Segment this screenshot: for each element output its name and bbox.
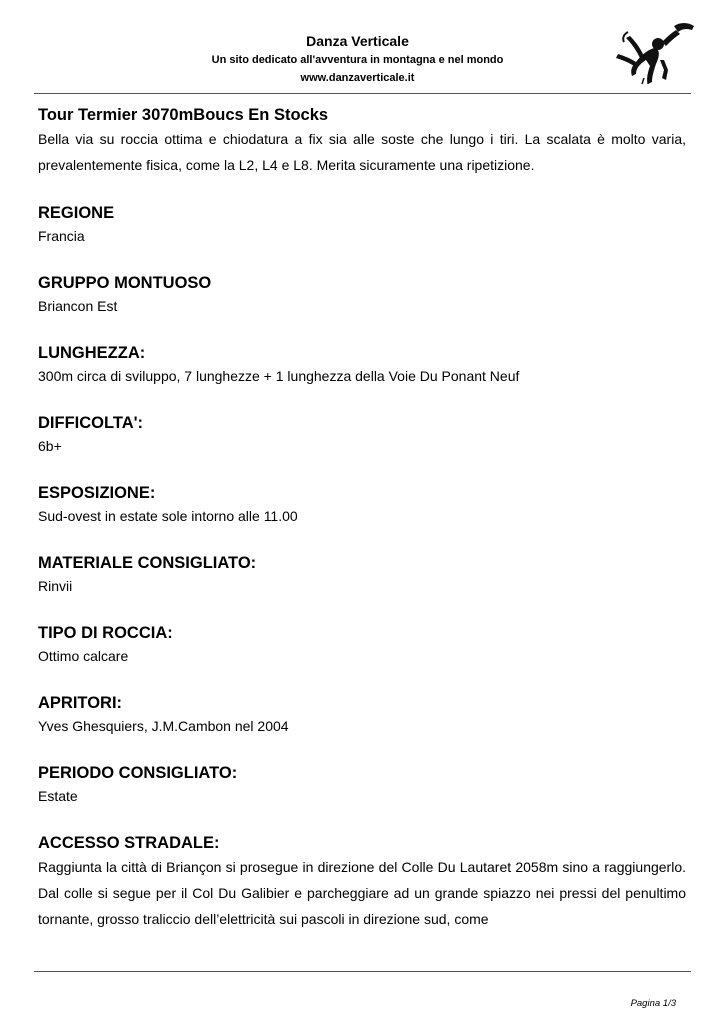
section-regione <box>38 202 686 248</box>
footer-divider <box>34 971 691 972</box>
section-text: Estate <box>38 788 78 804</box>
section-text: Ottimo calcare <box>38 648 129 664</box>
section-heading: ESPOSIZIONE: <box>38 484 156 502</box>
route-intro: Bella via su roccia ottima e chiodatura a fix sia alle soste che lungo i tiri. La scalata è molto varia, prevalentemente fisica, come la L2, L4 e L8. Merita sicuramente una ripetizione. <box>38 131 686 173</box>
section-text: Briancon Est <box>38 298 118 314</box>
section-text: Yves Ghesquiers, J.M.Cambon nel 2004 <box>38 718 289 734</box>
document-body <box>38 104 686 932</box>
section-text: Raggiunta la città di Briançon si prosegue in direzione del Colle Du Lautaret 2058m sino a raggiungerlo. Dal colle si segue per il Col Du Galibier e parcheggiare ad un grande spiazzo nei pressi del penultimo tornante, grosso traliccio dell’elettricità sui pascoli in direzione sud, come <box>38 859 686 927</box>
climber-logo-icon <box>614 20 698 86</box>
section-lunghezza <box>38 342 686 388</box>
section-heading: LUNGHEZZA: <box>38 344 146 362</box>
section-periodo <box>38 762 686 808</box>
section-accesso-stradale <box>38 832 686 932</box>
section-tipo-roccia <box>38 622 686 668</box>
route-title: Tour Termier 3070mBoucs En Stocks <box>38 106 329 124</box>
section-text: Sud-ovest in estate sole intorno alle 11.00 <box>38 508 298 524</box>
site-url: www.danzaverticale.it <box>300 72 415 84</box>
section-heading: TIPO DI ROCCIA: <box>38 624 173 642</box>
section-text: 6b+ <box>38 438 62 454</box>
section-heading: ACCESSO STRADALE: <box>38 834 220 852</box>
section-heading: DIFFICOLTA': <box>38 414 144 432</box>
site-tagline: Un sito dedicato all'avventura in montagna e nel mondo <box>211 54 504 66</box>
section-heading: GRUPPO MONTUOSO <box>38 274 212 292</box>
section-materiale <box>38 552 686 598</box>
section-heading: REGIONE <box>38 204 115 222</box>
section-esposizione <box>38 482 686 528</box>
section-text: Francia <box>38 228 85 244</box>
page-number: Pagina 1/3 <box>630 998 676 1009</box>
section-apritori <box>38 692 686 738</box>
section-heading: PERIODO CONSIGLIATO: <box>38 764 238 782</box>
section-heading: MATERIALE CONSIGLIATO: <box>38 554 257 572</box>
section-heading: APRITORI: <box>38 694 123 712</box>
section-difficolta <box>38 412 686 458</box>
section-gruppo-montuoso <box>38 272 686 318</box>
header-divider <box>34 93 691 94</box>
section-text: Rinvii <box>38 578 73 594</box>
section-text: 300m circa di sviluppo, 7 lunghezze + 1 lunghezza della Voie Du Ponant Neuf <box>38 368 520 384</box>
site-name: Danza Verticale <box>306 33 409 49</box>
